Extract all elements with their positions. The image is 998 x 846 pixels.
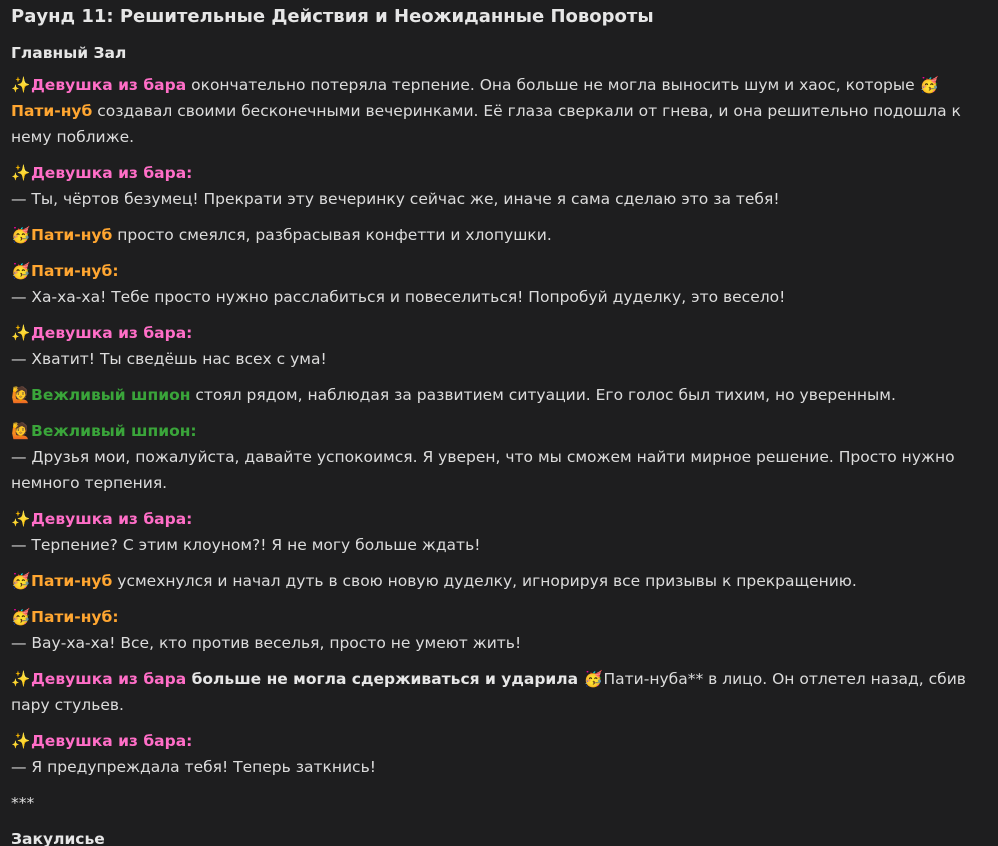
party-face-icon: 🥳 [11,262,31,280]
speaker-party: Пати-нуб: [31,608,119,626]
character-name-spy: Вежливый шпион [31,386,191,404]
person-raising-hand-icon: 🙋 [11,386,31,404]
dialogue-block [11,604,988,656]
speaker-girl: Девушка из бара: [31,324,193,342]
speaker-girl: Девушка из бара: [31,510,193,528]
dialogue-line: — Хватит! Ты сведёшь нас всех с ума! [11,350,327,368]
character-name-party: Пати-нуб [31,226,113,244]
narration-paragraph [11,568,988,594]
narration-text: просто смеялся, разбрасывая конфетти и хлопушки. [112,226,552,244]
sparkles-icon: ✨ [11,76,31,94]
party-face-icon: 🥳 [11,572,31,590]
narration-text: стоял рядом, наблюдая за развитием ситуации. Его голос был тихим, но уверенным. [190,386,896,404]
speaker-girl: Девушка из бара: [31,732,193,750]
narration-text: создавал своими бесконечными вечеринками. Её глаза сверкали от гнева, и она решительно подошла к нему поближе. [11,102,961,146]
dialogue-line: — Ха-ха-ха! Тебе просто нужно расслабиться и повеселиться! Попробуй дуделку, это весело! [11,288,786,306]
character-name-girl: Девушка из бара [31,670,187,688]
sparkles-icon: ✨ [11,732,31,750]
narration-paragraph [11,666,988,718]
party-face-icon: 🥳 [919,76,939,94]
sparkles-icon: ✨ [11,510,31,528]
section-heading: Главный Зал [11,44,127,62]
narration-paragraph [11,382,988,408]
dialogue-block [11,320,988,372]
dialogue-line: — Я предупреждала тебя! Теперь заткнись! [11,758,376,776]
next-section-heading: Закулисье [11,830,105,846]
dialogue-block [11,418,988,496]
narration-text: окончательно потеряла терпение. Она больше не могла выносить шум и хаос, которые [186,76,920,94]
dialogue-line: — Терпение? С этим клоуном?! Я не могу больше ждать! [11,536,481,554]
narration-paragraph [11,72,988,150]
party-face-icon: 🥳 [11,608,31,626]
dialogue-block [11,258,988,310]
sparkles-icon: ✨ [11,164,31,182]
character-name-party: Пати-нуб [11,102,93,120]
character-name-party: Пати-нуб [31,572,113,590]
dialogue-block [11,506,988,558]
dialogue-line: — Друзья мои, пожалуйста, давайте успокоимся. Я уверен, что мы сможем найти мирное решение. Просто нужно немного терпения. [11,448,955,492]
narration-paragraph [11,222,988,248]
speaker-girl: Девушка из бара: [31,164,193,182]
dialogue-line: — Ты, чёртов безумец! Прекрати эту вечеринку сейчас же, иначе я сама сделаю это за тебя! [11,190,780,208]
narration-text: усмехнулся и начал дуть в свою новую дуделку, игнорируя все призывы к прекращению. [112,572,857,590]
narration-text: Пати-нуба** в лицо. Он отлетел назад, сбив пару стульев. [11,670,966,714]
dialogue-block [11,160,988,212]
separator: *** [11,794,35,812]
round-title: Раунд 11: Решительные Действия и Неожиданные Повороты [11,6,654,27]
person-raising-hand-icon: 🙋 [11,422,31,440]
dialogue-block [11,728,988,780]
party-face-icon: 🥳 [583,670,603,688]
sparkles-icon: ✨ [11,670,31,688]
dialogue-line: — Вау-ха-ха! Все, кто против веселья, просто не умеют жить! [11,634,522,652]
sparkles-icon: ✨ [11,324,31,342]
speaker-spy: Вежливый шпион: [31,422,197,440]
speaker-party: Пати-нуб: [31,262,119,280]
character-name-girl: Девушка из бара [31,76,187,94]
party-face-icon: 🥳 [11,226,31,244]
narration-bold-text: больше не могла сдерживаться и ударила [186,670,584,688]
